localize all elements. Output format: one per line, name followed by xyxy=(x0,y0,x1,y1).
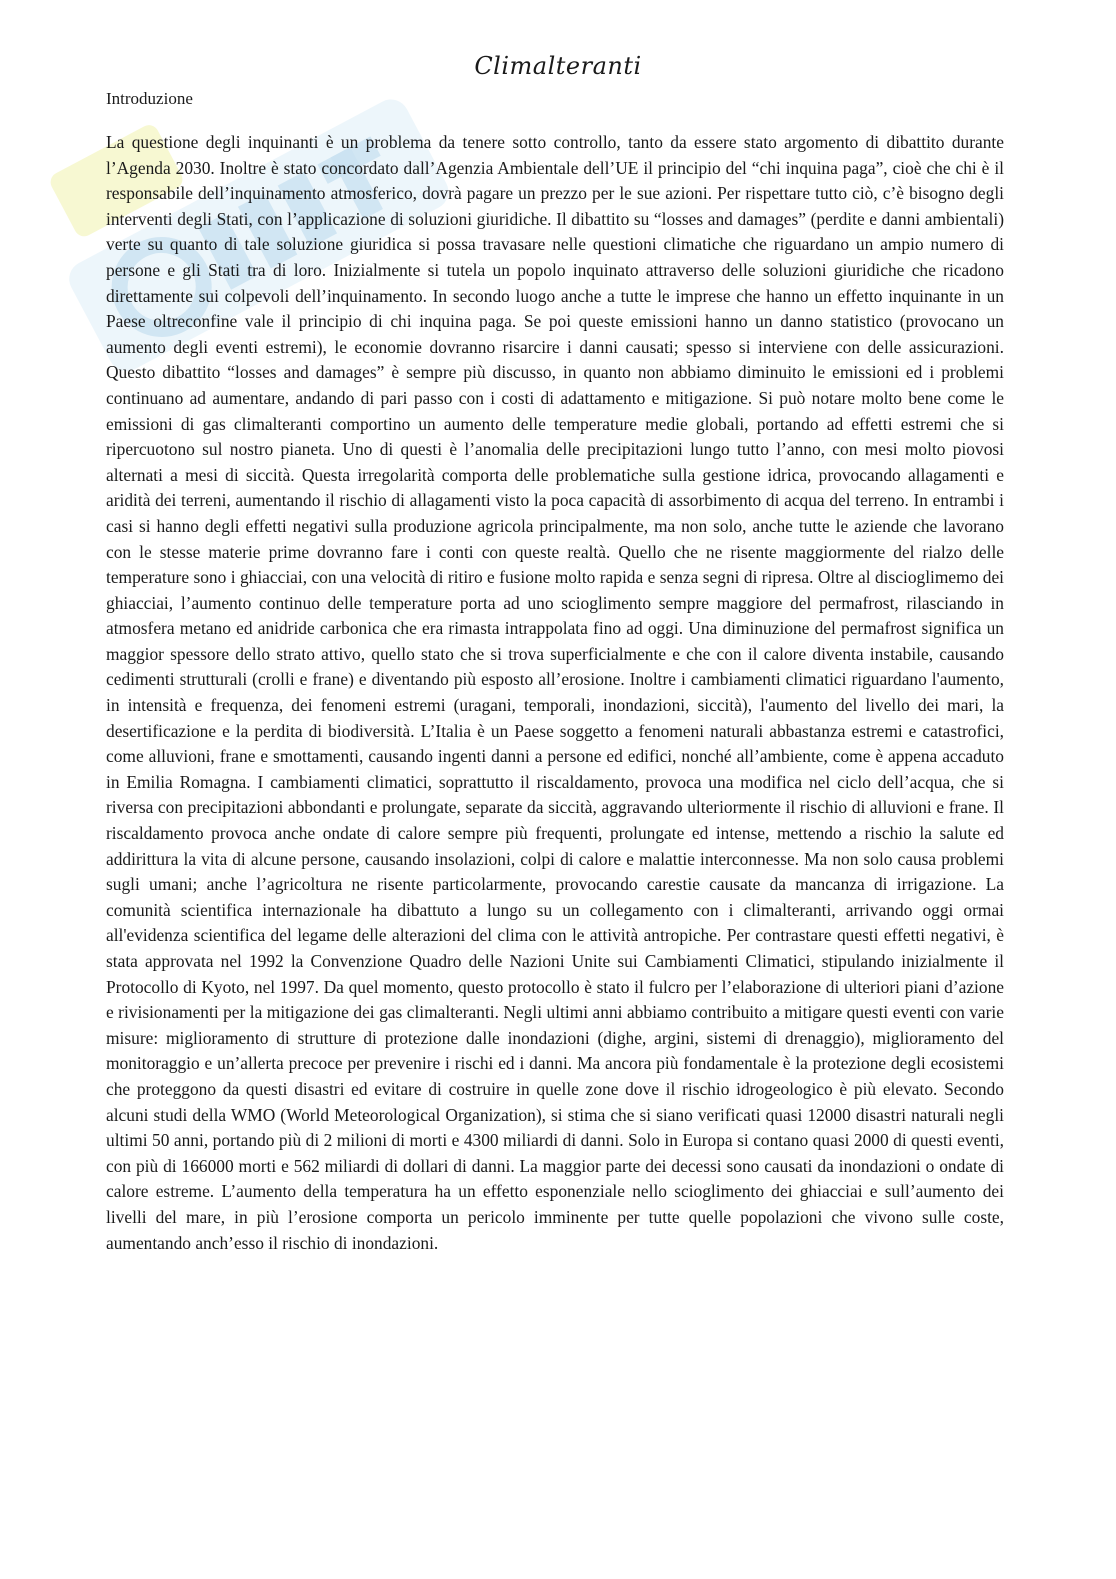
document-title: Climalteranti xyxy=(474,52,642,80)
body-paragraph: La questione degli inquinanti è un problema da tenere sotto controllo, tanto da essere stato argomento di dibattito durante l’Agenda 2030. Inoltre è stato concordato dall’Agenzia Ambientale dell’UE il principio del “chi inquina paga”, cioè che chi è il responsabile dell’inquinamento atmosferico, dovrà pagare un prezzo per le sue azioni. Per rispettare tutto ciò, c’è bisogno degli interventi degli Stati, con l’applicazione di soluzioni giuridiche. Il dibattito su “losses and damages” (perdite e danni ambientali) verte su quanto di tale soluzione giuridica si possa travasare nelle questioni climatiche che riguardano un ampio numero di persone e gli Stati tra di loro. Inizialmente si tutela un popolo inquinato attraverso delle soluzioni giuridiche che ricadono direttamente sui colpevoli dell’inquinamento. In secondo luogo anche a tutte le imprese che hanno un effetto inquinante in un Paese oltreconfine vale il principio di chi inquina paga. Se poi queste emissioni hanno un danno statistico (provocano un aumento degli eventi estremi), le economie dovranno risarcire i danni causati; spesso si interviene con delle assicurazioni. Questo dibattito “losses and damages” è sempre più discusso, in quanto non abbiamo diminuito le emissioni ed i problemi continuano ad aumentare, andando di pari passo con i costi di adattamento e mitigazione. Si può notare molto bene come le emissioni di gas climalteranti comportino un aumento delle temperature medie globali, portando ad effetti estremi che si ripercuotono sul nostro pianeta. Uno di questi è l’anomalia delle precipitazioni lungo tutto l’anno, con mesi molto piovosi alternati a mesi di siccità. Questa irregolarità comporta delle problematiche sulla gestione idrica, provocando allagamenti e aridità dei terreni, aumentando il rischio di allagamenti visto la poca capacità di assorbimento di acqua del terreno. In entrambi i casi si hanno degli effetti negativi sulla produzione agricola principalmente, ma non solo, anche tutte le aziende che lavorano con le stesse materie prime dovranno fare i conti con queste realtà. Quello che ne risente maggiormente del rialzo delle temperature sono i ghiacciai, con una velocità di ritiro e fusione molto rapida e senza segni di ripresa. Oltre al discioglimemo dei ghiacciai, l’aumento continuo delle temperature porta ad uno scioglimento sempre maggiore del permafrost, rilasciando in atmosfera metano ed anidride carbonica che era rimasta intrappolata fino ad oggi. Una diminuzione del permafrost significa un maggior spessore dello strato attivo, quello stato che si trova superficialmente e che con il calore diventa instabile, causando cedimenti strutturali (crolli e frane) e diventando più esposto all’erosione. Inoltre i cambiamenti climatici riguardano l'aumento, in intensità e frequenza, dei fenomeni estremi (uragani, temporali, inondazioni, siccità), l'aumento del livello dei mari, la desertificazione e la perdita di biodiversità. L’Italia è un Paese soggetto a fenomeni naturali abbastanza estremi e catastrofici, come alluvioni, frane e smottamenti, causando ingenti danni a persone ed edifici, nonché all’ambiente, come è appena accaduto in Emilia Romagna. I cambiamenti climatici, soprattutto il riscaldamento, provoca una modifica nel ciclo dell’acqua, che si riversa con precipitazioni abbondanti e prolungate, separate da siccità, aggravando ulteriormente il rischio di alluvioni e frane. Il riscaldamento provoca anche ondate di calore sempre più frequenti, prolungate ed intense, mettendo a rischio la salute ed addirittura la vita di alcune persone, causando insolazioni, colpi di calore e malattie interconnesse. Ma non solo causa problemi sugli umani; anche l’agricoltura ne risente particolarmente, provocando carestie causate da mancanza di irrigazione. La comunità scientifica internazionale ha dibattuto a lungo su un collegamento con i climalteranti, arrivando oggi ormai all'evidenza scientifica del legame delle alterazioni del clima con le attività antropiche. Per contrastare questi effetti negativi, è stata approvata nel 1992 la Convenzione Quadro delle Nazioni Unite sui Cambiamenti Climatici, stipulando inizialmente il Protocollo di Kyoto, nel 1997. Da quel momento, questo protocollo è stato il fulcro per l’elaborazione di ulteriori piani d’azione e rivisionamenti per la mitigazione dei gas climalteranti. Negli ultimi anni abbiamo contribuito a mitigare questi eventi con varie misure: miglioramento di strutture di protezione dalle inondazioni (dighe, argini, sistemi di drenaggio), miglioramento del monitoraggio e un’allerta precoce per prevenire i rischi ed i danni. Ma ancora più fondamentale è la protezione degli ecosistemi che proteggono da questi disastri ed evitare di costruire in quelle zone dove il rischio idrogeologico è più elevato. Secondo alcuni studi della WMO (World Meteorological Organization), si stima che si siano verificati quasi 12000 disastri naturali negli ultimi 50 anni, portando più di 2 milioni di morti e 4300 miliardi di danni. Solo in Europa si contano quasi 2000 di questi eventi, con più di 166000 morti e 562 miliardi di dollari di danni. La maggior parte dei decessi sono causati da inondazioni o ondate di calore estreme. L’aumento della temperatura ha un effetto esponenziale nello scioglimento dei ghiacciai e sull’aumento dei livelli del mare, in più l’erosione comporta un pericolo imminente per tutte quelle popolazioni che vivono sulle coste, aumentando anch’esso il rischio di inondazioni. xyxy=(106,132,1004,1253)
section-heading: Introduzione xyxy=(106,89,193,108)
